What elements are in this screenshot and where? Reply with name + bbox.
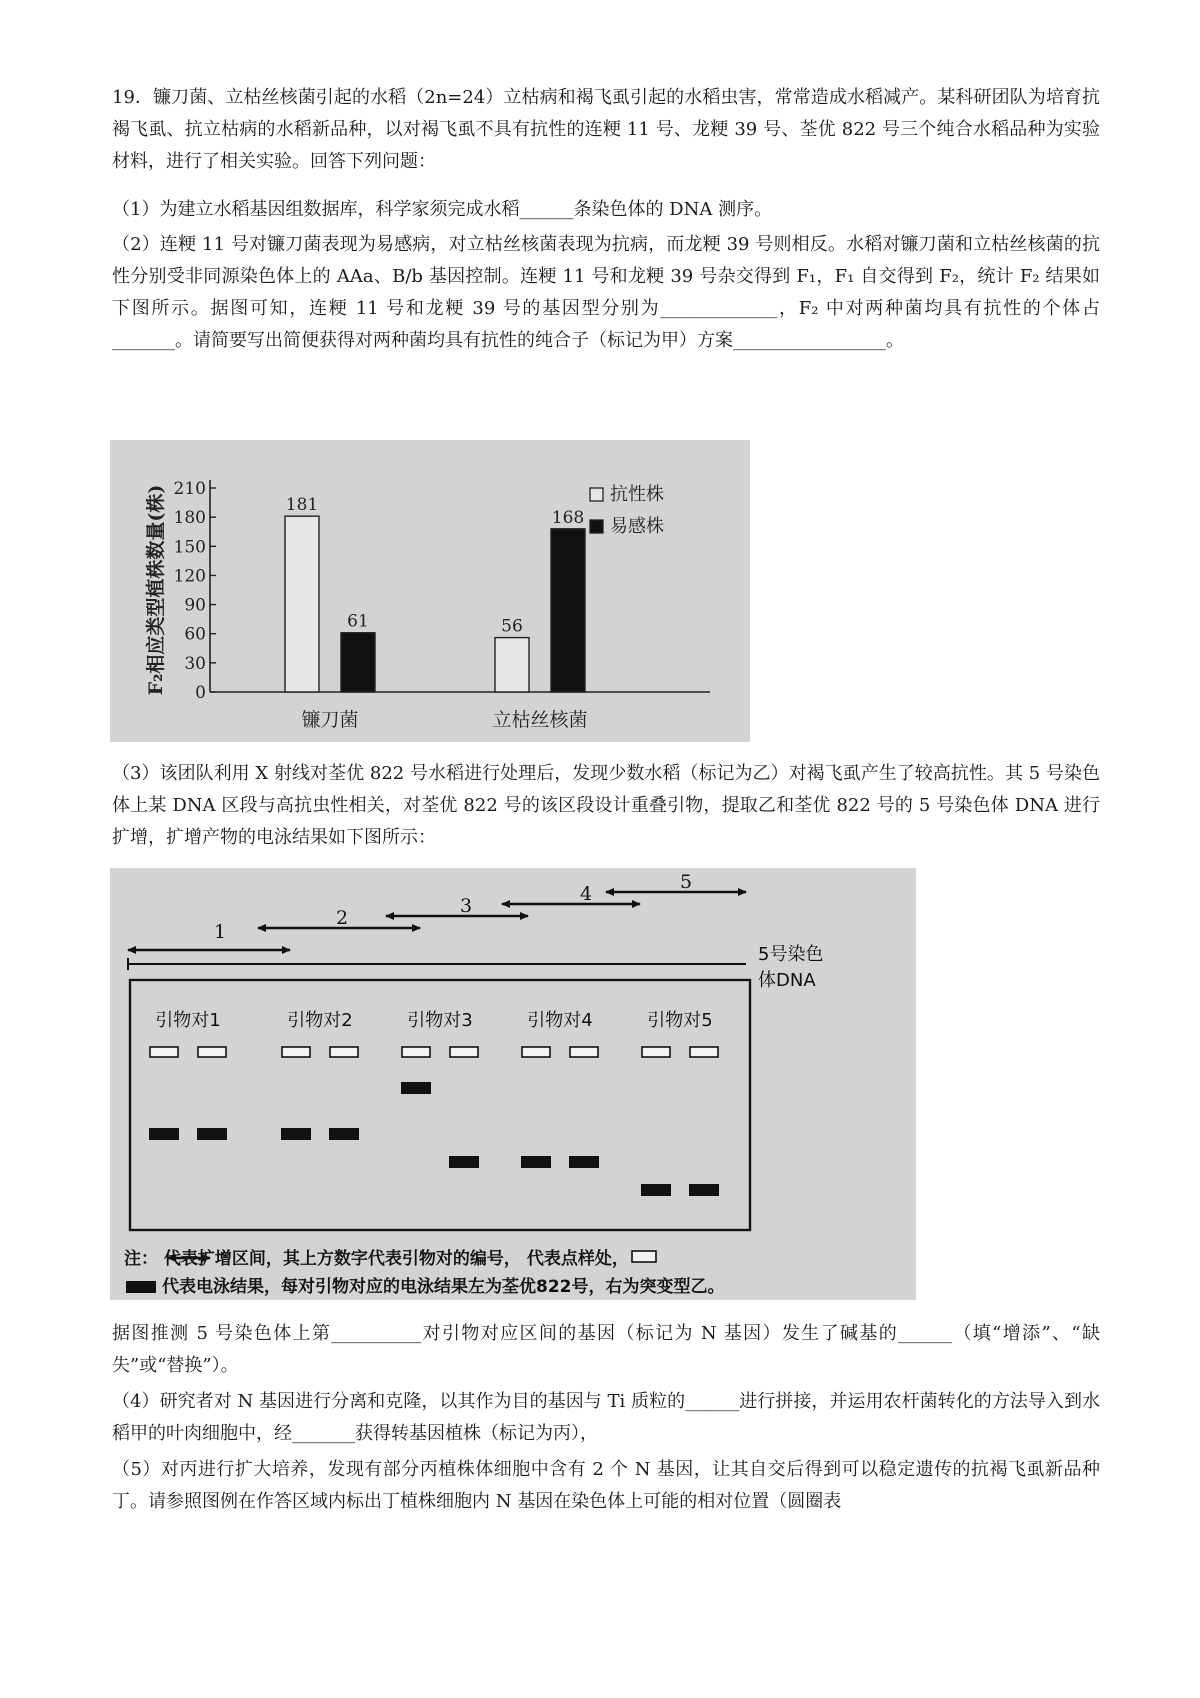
sub-question-1: （1）为建立水稻基因组数据库，科学家须完成水稻______条染色体的 DNA 测序。 (112, 199, 773, 220)
interval-number: 3 (459, 895, 473, 917)
bar-susceptible (341, 633, 375, 692)
x-category-label: 镰刀菌 (301, 709, 359, 731)
bar-chart-svg (110, 440, 750, 742)
note-line-1: 注： 代表扩增区间，其上方数字代表引物对的编号， 代表点样处， (124, 1249, 629, 1269)
bar-data-label: 56 (501, 616, 523, 637)
electrophoresis-band (401, 1082, 431, 1094)
note-line-2: 代表电泳结果，每对引物对应的电泳结果左为荃优822号，右为突变型乙。 (162, 1277, 725, 1297)
interval-number: 4 (579, 883, 593, 905)
note-well-symbol (632, 1251, 656, 1262)
loading-well (450, 1047, 478, 1057)
interval-number: 5 (679, 871, 693, 893)
electrophoresis-band (329, 1128, 359, 1140)
x-category-label: 立枯丝核菌 (492, 709, 588, 731)
sub-question-3-blank: 据图推测 5 号染色体上第__________对引物对应区间的基因（标记为 N 基因）发生了碱基的______（填“增添”、“缺失”或“替换”）。 (112, 1323, 1100, 1376)
y-tick-label: 150 (173, 537, 206, 558)
primer-pair-label: 引物对1 (155, 1010, 221, 1031)
electrophoresis-band (521, 1156, 551, 1168)
sub-question-4: （4）研究者对 N 基因进行分离和克隆，以其作为目的基因与 Ti 质粒的______进行拼接，并运用农杆菌转化的方法导入到水稻甲的叶肉细胞中，经_______获得转基因植株（标记为丙）， (112, 1391, 1100, 1444)
electrophoresis-band (149, 1128, 179, 1140)
y-tick-label: 210 (173, 479, 206, 499)
sub-question-5: （5）对丙进行扩大培养，发现有部分丙植株体细胞中含有 2 个 N 基因，让其自交后得到可以稳定遗传的抗褐飞虱新品种丁。请参照图例在作答区域内标出丁植株细胞内 N 基因在染色体上可能的相对位置（圆圈表 (112, 1459, 1100, 1512)
primer-pair-label: 引物对2 (287, 1010, 353, 1031)
y-tick-label: 0 (195, 683, 206, 703)
legend-swatch (590, 488, 603, 501)
interval-number: 1 (213, 921, 227, 943)
electrophoresis-band (281, 1128, 311, 1140)
electrophoresis-band (197, 1128, 227, 1140)
loading-well (198, 1047, 226, 1057)
electrophoresis-band (569, 1156, 599, 1168)
y-tick-label: 180 (173, 508, 206, 529)
primer-pair-label: 引物对4 (527, 1010, 593, 1031)
note-band-symbol (126, 1281, 156, 1293)
bar-resistant (285, 516, 319, 692)
loading-well (522, 1047, 550, 1057)
gel-svg (110, 868, 916, 1300)
f2-bar-chart (110, 440, 750, 742)
chromosome-label-part2: 体DNA (758, 970, 816, 991)
bar-resistant (495, 638, 529, 692)
bar-susceptible (551, 529, 585, 692)
bar-data-label: 181 (285, 495, 319, 516)
loading-well (690, 1047, 718, 1057)
legend-swatch (590, 520, 603, 533)
bar-data-label: 168 (551, 507, 585, 528)
primer-pair-label: 引物对3 (407, 1010, 473, 1031)
loading-well (150, 1047, 178, 1057)
bar-data-label: 61 (347, 611, 369, 632)
primer-pair-label: 引物对5 (647, 1010, 713, 1031)
legend-label: 易感株 (610, 516, 664, 537)
interval-number: 2 (335, 907, 349, 929)
y-tick-label: 120 (173, 566, 206, 587)
loading-well (402, 1047, 430, 1057)
chromosome-label-part1: 5号染色 (758, 944, 824, 965)
electrophoresis-band (689, 1184, 719, 1196)
y-tick-label: 30 (184, 653, 206, 674)
loading-well (570, 1047, 598, 1057)
electrophoresis-band (449, 1156, 479, 1168)
sub-question-2: （2）连粳 11 号对镰刀菌表现为易感病，对立枯丝核菌表现为抗病，而龙粳 39 号则相反。水稻对镰刀菌和立枯丝核菌的抗性分别受非同源染色体上的 AAa、B/b 基因控制。连粳 11 号和龙粳 39 号杂交得到 F₁，F₁ 自交得到 F₂，统计 F₂ 结果如下图所示。据图可知，连粳 11 号和龙粳 39 号的基因型分别为_____________，F₂ 中对两种菌均具有抗性的个体占_______。请简要写出简便获得对两种菌均具有抗性的纯合子（标记为甲）方案_________________。 (112, 234, 1100, 351)
sub-question-3: （3）该团队利用 X 射线对荃优 822 号水稻进行处理后，发现少数水稻（标记为乙）对褐飞虱产生了较高抗性。其 5 号染色体上某 DNA 区段与高抗虫性相关，对荃优 822 号的该区段设计重叠引物，提取乙和荃优 822 号的 5 号染色体 DNA 进行扩增，扩增产物的电泳结果如下图所示： (112, 763, 1100, 848)
y-tick-label: 90 (184, 595, 206, 616)
loading-well (642, 1047, 670, 1057)
legend-label: 抗性株 (610, 484, 664, 505)
y-axis-label: F₂相应类型植株数量(株) (145, 484, 167, 696)
y-tick-label: 60 (184, 624, 206, 645)
loading-well (282, 1047, 310, 1057)
electrophoresis-band (641, 1184, 671, 1196)
loading-well (330, 1047, 358, 1057)
question-stem: 19．镰刀菌、立枯丝核菌引起的水稻（2n=24）立枯病和褐飞虱引起的水稻虫害，常常造成水稻减产。某科研团队为培育抗褐飞虱、抗立枯病的水稻新品种，以对褐飞虱不具有抗性的连粳 11 号、龙粳 39 号、荃优 822 号三个纯合水稻品种为实验材料，进行了相关实验。回答下列问题： (112, 87, 1100, 172)
gel-figure (110, 868, 916, 1300)
